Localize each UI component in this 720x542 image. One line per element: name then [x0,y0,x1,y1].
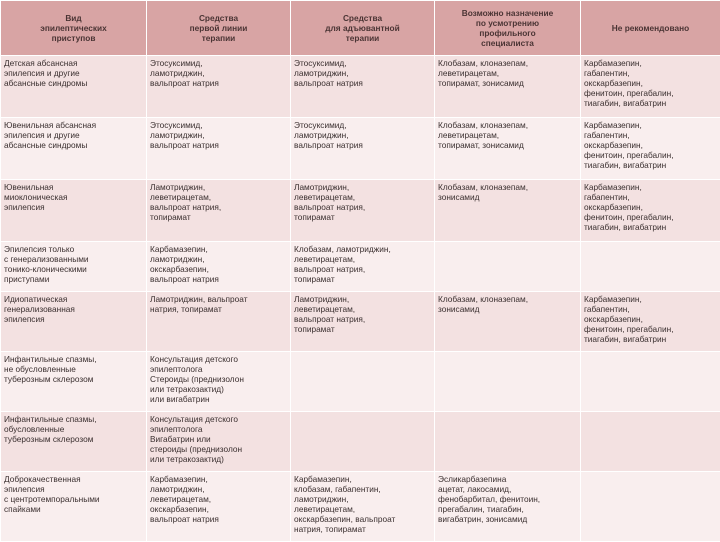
header-first-line: Средства первой линии терапии [147,1,291,56]
cell-not-recommended [581,472,720,542]
header-adjunctive: Средства для адъювантной терапии [291,1,435,56]
table-row [1,412,720,472]
table-row [1,118,720,180]
cell-specialist [435,242,581,292]
cell-seizure-type: Эпилепсия только с генерализованными тонико-клоническими приступами [1,242,147,292]
cell-adjunctive [291,352,435,412]
cell-not-recommended: Карбамазепин, габапентин, окскарбазепин, фенитоин, прегабалин, тиагабин, вигабатрин [581,56,720,118]
cell-specialist [435,352,581,412]
cell-not-recommended: Карбамазепин, габапентин, окскарбазепин, фенитоин, прегабалин, тиагабин, вигабатрин [581,180,720,242]
cell-first-line: Этосуксимид, ламотриджин, вальпроат натрия [147,56,291,118]
table-row [1,292,720,352]
cell-seizure-type: Ювенильная абсансная эпилепсия и другие абсансные синдромы [1,118,147,180]
cell-specialist: Клобазам, клоназепам, зонисамид [435,292,581,352]
table-row [1,56,720,118]
cell-specialist [435,412,581,472]
cell-specialist: Клобазам, клоназепам, зонисамид [435,180,581,242]
cell-not-recommended: Карбамазепин, габапентин, окскарбазепин, фенитоин, прегабалин, тиагабин, вигабатрин [581,118,720,180]
cell-seizure-type: Идиопатическая генерализованная эпилепсия [1,292,147,352]
cell-not-recommended [581,242,720,292]
cell-first-line: Ламотриджин, вальпроат натрия, топирамат [147,292,291,352]
cell-adjunctive: Ламотриджин, леветирацетам, вальпроат натрия, топирамат [291,292,435,352]
cell-specialist: Клобазам, клоназепам, леветирацетам, топирамат, зонисамид [435,118,581,180]
cell-seizure-type: Инфантильные спазмы, обусловленные туберозным склерозом [1,412,147,472]
cell-first-line: Карбамазепин, ламотриджин, леветирацетам, окскарбазепин, вальпроат натрия [147,472,291,542]
table-row [1,242,720,292]
cell-specialist: Эсликарбазепина ацетат, лакосамид, фенобарбитал, фенитоин, прегабалин, тиагабин, вигабатрин, зонисамид [435,472,581,542]
cell-not-recommended: Карбамазепин, габапентин, окскарбазепин, фенитоин, прегабалин, тиагабин, вигабатрин [581,292,720,352]
cell-first-line: Этосуксимид, ламотриджин, вальпроат натрия [147,118,291,180]
cell-first-line: Консультация детского эпилептолога Стероиды (преднизолон или тетракозактид) или вигабатрин [147,352,291,412]
cell-adjunctive: Ламотриджин, леветирацетам, вальпроат натрия, топирамат [291,180,435,242]
header-row [1,1,720,56]
cell-seizure-type: Инфантильные спазмы, не обусловленные туберозным склерозом [1,352,147,412]
header-seizure-type: Вид эпилептических приступов [1,1,147,56]
table-row [1,180,720,242]
cell-adjunctive [291,412,435,472]
cell-specialist: Клобазам, клоназепам, леветирацетам, топирамат, зонисамид [435,56,581,118]
cell-seizure-type: Детская абсансная эпилепсия и другие абсансные синдромы [1,56,147,118]
cell-first-line: Карбамазепин, ламотриджин, окскарбазепин, вальпроат натрия [147,242,291,292]
table-row [1,352,720,412]
header-specialist: Возможно назначение по усмотрению профильного специалиста [435,1,581,56]
cell-adjunctive: Этосуксимид, ламотриджин, вальпроат натрия [291,118,435,180]
header-not-recommended: Не рекомендовано [581,1,720,56]
cell-adjunctive: Клобазам, ламотриджин, леветирацетам, вальпроат натрия, топирамат [291,242,435,292]
cell-first-line: Консультация детского эпилептолога Вигабатрин или стероиды (преднизолон или тетракозактид) [147,412,291,472]
cell-adjunctive: Этосуксимид, ламотриджин, вальпроат натрия [291,56,435,118]
cell-first-line: Ламотриджин, леветирацетам, вальпроат натрия, топирамат [147,180,291,242]
cell-not-recommended [581,352,720,412]
cell-seizure-type: Ювенильная миоклоническая эпилепсия [1,180,147,242]
table-row [1,472,720,542]
cell-not-recommended [581,412,720,472]
cell-adjunctive: Карбамазепин, клобазам, габапентин, ламотриджин, леветирацетам, окскарбазепин, вальпроат натрия, топирамат [291,472,435,542]
cell-seizure-type: Доброкачественная эпилепсия с центротемпоральными спайками [1,472,147,542]
